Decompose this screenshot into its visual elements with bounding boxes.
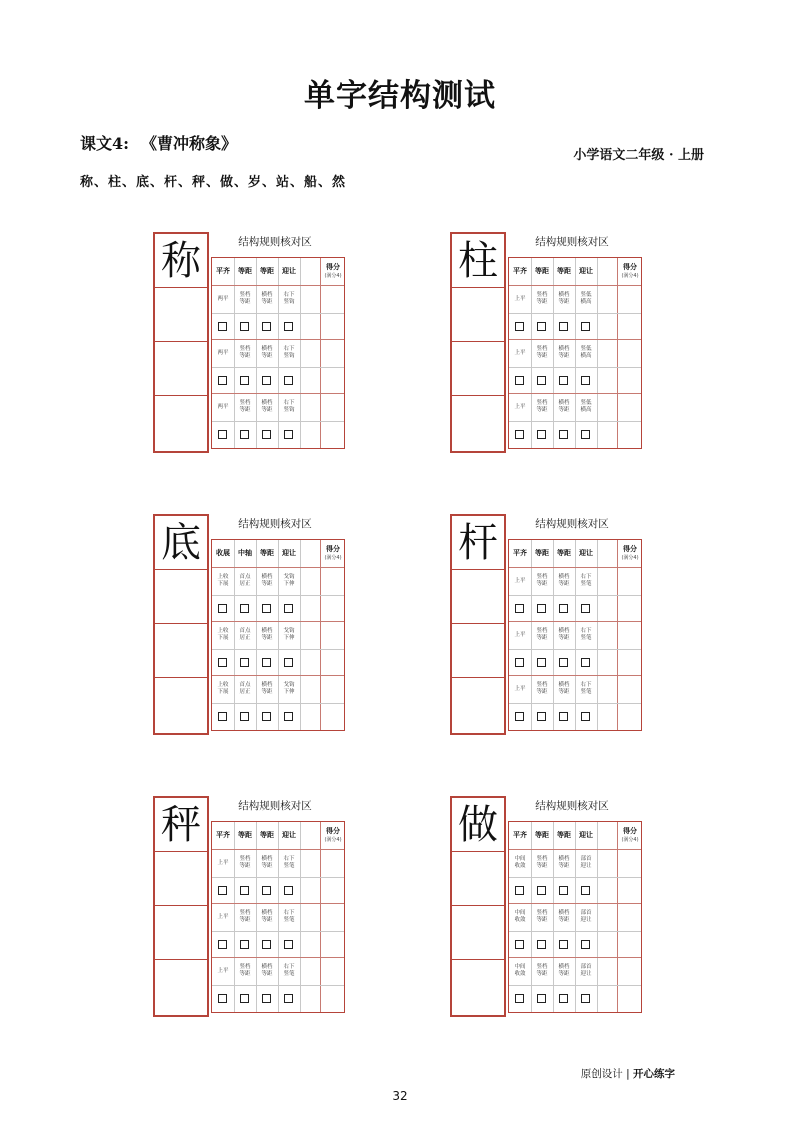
rule-text: 首点 居正 — [239, 574, 251, 587]
rule-text: 两平 — [217, 350, 229, 356]
model-character-cell — [452, 516, 504, 570]
check-box[interactable] — [581, 604, 590, 613]
score-note: (满分4) — [621, 837, 639, 843]
practice-cell[interactable] — [452, 342, 504, 396]
rule-text: 右下 竖钩 — [283, 400, 295, 413]
rule-text: 横档 等距 — [558, 574, 570, 587]
rule-text: 横档 等距 — [261, 910, 273, 923]
check-box[interactable] — [240, 658, 249, 667]
model-character: 秤 — [161, 802, 201, 848]
practice-cell[interactable] — [155, 960, 207, 1014]
check-box[interactable] — [537, 940, 546, 949]
practice-block — [153, 232, 349, 453]
practice-cell[interactable] — [452, 852, 504, 906]
rule-text: 竖档 等距 — [536, 910, 548, 923]
rule-text: 横档 等距 — [558, 346, 570, 359]
rule-text: 上平 — [514, 296, 526, 302]
check-box[interactable] — [262, 658, 271, 667]
rule-text: 竖档 等距 — [239, 964, 251, 977]
check-box[interactable] — [284, 322, 293, 331]
score-note: (满分4) — [324, 837, 342, 843]
check-box[interactable] — [262, 376, 271, 385]
check-panel — [211, 539, 345, 731]
model-character: 底 — [161, 520, 201, 566]
check-box[interactable] — [218, 376, 227, 385]
rule-text: 竖档 等距 — [536, 682, 548, 695]
score-label: 得分 — [623, 545, 637, 553]
check-box[interactable] — [559, 376, 568, 385]
check-zone-title: 结构规则核对区 — [238, 236, 312, 248]
rule-text: 戈钩 下伸 — [283, 628, 295, 641]
lesson-label: 课文4: — [80, 134, 130, 153]
writing-column — [450, 232, 506, 453]
rule-text: 竖低 横高 — [580, 400, 592, 413]
rule-headers — [212, 258, 300, 286]
rule-text: 横档 等距 — [558, 682, 570, 695]
check-box[interactable] — [515, 376, 524, 385]
character-list: 称、柱、底、杆、秤、做、岁、站、船、然 — [80, 175, 347, 190]
rule-text: 横档 等距 — [558, 400, 570, 413]
rule-text: 上平 — [514, 632, 526, 638]
rule-text: 竖档 等距 — [536, 964, 548, 977]
check-box[interactable] — [559, 940, 568, 949]
model-character: 杆 — [458, 520, 498, 566]
check-zone-title: 结构规则核对区 — [238, 800, 312, 812]
rule-header: 收展 — [216, 549, 230, 557]
practice-cell[interactable] — [155, 624, 207, 678]
check-box[interactable] — [559, 994, 568, 1003]
rule-text: 右下 竖笔 — [580, 574, 592, 587]
rule-text: 上平 — [514, 350, 526, 356]
check-box[interactable] — [581, 376, 590, 385]
lesson-name: 《曹冲称象》 — [141, 134, 238, 153]
rule-header: 等距 — [260, 549, 274, 557]
check-box[interactable] — [262, 886, 271, 895]
check-box[interactable] — [537, 658, 546, 667]
check-box[interactable] — [559, 322, 568, 331]
rule-headers — [212, 822, 300, 850]
rule-text: 横档 等距 — [558, 292, 570, 305]
rule-text: 部首 迎让 — [580, 910, 592, 923]
rule-header: 平齐 — [513, 267, 527, 275]
check-box[interactable] — [284, 940, 293, 949]
score-field[interactable] — [322, 852, 344, 1010]
check-box[interactable] — [581, 940, 590, 949]
check-box[interactable] — [284, 604, 293, 613]
check-box[interactable] — [581, 322, 590, 331]
rule-text: 横档 等距 — [261, 964, 273, 977]
check-box[interactable] — [537, 994, 546, 1003]
rule-text: 横档 等距 — [261, 856, 273, 869]
writing-column — [450, 514, 506, 735]
rule-header: 迎让 — [579, 267, 593, 275]
rule-text: 横档 等距 — [261, 346, 273, 359]
check-box[interactable] — [218, 940, 227, 949]
check-box[interactable] — [218, 322, 227, 331]
rule-text: 横档 等距 — [558, 856, 570, 869]
score-header — [320, 826, 346, 843]
rule-text: 竖低 横高 — [580, 292, 592, 305]
check-box[interactable] — [284, 430, 293, 439]
check-box[interactable] — [240, 604, 249, 613]
rule-text: 横档 等距 — [261, 628, 273, 641]
score-header — [320, 544, 346, 561]
rule-text: 右下 竖笔 — [283, 964, 295, 977]
rule-text: 横档 等距 — [558, 628, 570, 641]
rule-text: 上平 — [217, 860, 229, 866]
score-field[interactable] — [619, 570, 641, 728]
check-box[interactable] — [284, 658, 293, 667]
check-box[interactable] — [537, 430, 546, 439]
check-box[interactable] — [262, 712, 271, 721]
check-box[interactable] — [218, 712, 227, 721]
check-box[interactable] — [262, 604, 271, 613]
practice-cell[interactable] — [155, 570, 207, 624]
check-box[interactable] — [559, 886, 568, 895]
rule-text: 竖档 等距 — [536, 400, 548, 413]
score-header — [320, 262, 346, 279]
rule-text: 右下 竖笔 — [580, 682, 592, 695]
check-panel — [508, 257, 642, 449]
practice-cell[interactable] — [452, 624, 504, 678]
rule-header: 平齐 — [513, 549, 527, 557]
rule-text: 竖低 横高 — [580, 346, 592, 359]
rule-header: 等距 — [557, 549, 571, 557]
practice-cell[interactable] — [155, 852, 207, 906]
rule-header: 迎让 — [282, 831, 296, 839]
rule-headers — [212, 540, 300, 568]
rule-headers — [509, 822, 597, 850]
practice-cell[interactable] — [452, 570, 504, 624]
footer-credit: 原创设计 | 开心练字 — [580, 1068, 675, 1080]
practice-cell[interactable] — [452, 678, 504, 732]
check-box[interactable] — [537, 604, 546, 613]
rule-text: 竖档 等距 — [536, 346, 548, 359]
check-box[interactable] — [218, 430, 227, 439]
rule-header: 平齐 — [216, 831, 230, 839]
rule-text: 部首 迎让 — [580, 964, 592, 977]
rule-text: 右下 竖笔 — [283, 910, 295, 923]
writing-column — [450, 796, 506, 1017]
score-note: (满分4) — [621, 273, 639, 279]
rule-text: 横档 等距 — [261, 682, 273, 695]
practice-cell[interactable] — [155, 288, 207, 342]
rule-text: 首点 居正 — [239, 628, 251, 641]
grade-label: 小学语文二年级 · 上册 — [573, 148, 704, 163]
model-character-cell — [452, 234, 504, 288]
check-box[interactable] — [240, 376, 249, 385]
rule-text: 戈钩 下伸 — [283, 682, 295, 695]
practice-block — [450, 796, 646, 1017]
rule-text: 戈钩 下伸 — [283, 574, 295, 587]
rule-text: 中间 收敛 — [514, 964, 526, 977]
check-box[interactable] — [262, 322, 271, 331]
score-field[interactable] — [322, 570, 344, 728]
rule-text: 右下 竖钩 — [283, 292, 295, 305]
lesson-heading — [80, 131, 237, 154]
score-note: (满分4) — [621, 555, 639, 561]
writing-column — [153, 232, 209, 453]
check-box[interactable] — [262, 430, 271, 439]
rule-text: 两平 — [217, 404, 229, 410]
check-box[interactable] — [559, 658, 568, 667]
check-box[interactable] — [581, 430, 590, 439]
check-box[interactable] — [240, 940, 249, 949]
model-character: 做 — [458, 802, 498, 848]
check-box[interactable] — [240, 712, 249, 721]
check-box[interactable] — [559, 604, 568, 613]
rule-text: 竖档 等距 — [239, 910, 251, 923]
rule-header: 迎让 — [282, 267, 296, 275]
model-character-cell — [155, 798, 207, 852]
page-number: 32 — [392, 1089, 408, 1103]
practice-cell[interactable] — [155, 342, 207, 396]
check-box[interactable] — [515, 940, 524, 949]
rule-text: 上平 — [514, 686, 526, 692]
check-panel — [211, 257, 345, 449]
rule-text: 竖档 等距 — [239, 400, 251, 413]
rule-header: 等距 — [238, 267, 252, 275]
check-box[interactable] — [284, 712, 293, 721]
check-zone-title: 结构规则核对区 — [238, 518, 312, 530]
rule-text: 右下 竖笔 — [580, 628, 592, 641]
check-box[interactable] — [559, 712, 568, 721]
score-label: 得分 — [326, 263, 340, 271]
practice-block — [450, 232, 646, 453]
check-box[interactable] — [515, 604, 524, 613]
rule-header: 迎让 — [579, 549, 593, 557]
score-header — [617, 262, 643, 279]
score-field[interactable] — [322, 288, 344, 446]
rule-header: 等距 — [557, 267, 571, 275]
page-title: 单字结构测试 — [304, 78, 496, 114]
practice-cell[interactable] — [452, 960, 504, 1014]
check-box[interactable] — [262, 994, 271, 1003]
rule-text: 竖档 等距 — [536, 574, 548, 587]
model-character-cell — [155, 234, 207, 288]
practice-block — [153, 514, 349, 735]
score-note: (满分4) — [324, 273, 342, 279]
check-zone-title: 结构规则核对区 — [535, 800, 609, 812]
check-box[interactable] — [515, 994, 524, 1003]
check-box[interactable] — [515, 658, 524, 667]
rule-text: 上收 下展 — [217, 628, 229, 641]
check-panel — [211, 821, 345, 1013]
rule-text: 上平 — [514, 578, 526, 584]
rule-header: 等距 — [238, 831, 252, 839]
check-panel — [508, 539, 642, 731]
rule-text: 竖档 等距 — [536, 856, 548, 869]
check-box[interactable] — [559, 430, 568, 439]
rule-text: 横档 等距 — [261, 292, 273, 305]
check-box[interactable] — [515, 886, 524, 895]
rule-text: 竖档 等距 — [239, 292, 251, 305]
check-box[interactable] — [284, 994, 293, 1003]
check-box[interactable] — [218, 658, 227, 667]
model-character: 称 — [161, 238, 201, 284]
score-label: 得分 — [326, 827, 340, 835]
rule-text: 两平 — [217, 296, 229, 302]
rule-text: 右下 竖笔 — [283, 856, 295, 869]
rule-header: 等距 — [535, 831, 549, 839]
practice-block — [450, 514, 646, 735]
rule-header: 平齐 — [513, 831, 527, 839]
practice-cell[interactable] — [452, 288, 504, 342]
check-zone-title: 结构规则核对区 — [535, 518, 609, 530]
check-box[interactable] — [537, 322, 546, 331]
rule-text: 横档 等距 — [261, 400, 273, 413]
rule-header: 中轴 — [238, 549, 252, 557]
footer-left: 原创设计 — [580, 1068, 623, 1080]
rule-text: 中间 收敛 — [514, 910, 526, 923]
check-box[interactable] — [240, 994, 249, 1003]
check-box[interactable] — [284, 886, 293, 895]
check-box[interactable] — [218, 994, 227, 1003]
writing-column — [153, 796, 209, 1017]
rule-text: 上收 下展 — [217, 682, 229, 695]
check-box[interactable] — [240, 430, 249, 439]
score-label: 得分 — [623, 263, 637, 271]
score-note: (满分4) — [324, 555, 342, 561]
rule-header: 等距 — [557, 831, 571, 839]
check-box[interactable] — [581, 712, 590, 721]
check-box[interactable] — [537, 886, 546, 895]
rule-header: 等距 — [260, 831, 274, 839]
rule-text: 横档 等距 — [558, 910, 570, 923]
rule-text: 右下 竖钩 — [283, 346, 295, 359]
check-box[interactable] — [537, 376, 546, 385]
check-box[interactable] — [262, 940, 271, 949]
check-zone-title: 结构规则核对区 — [535, 236, 609, 248]
check-panel — [508, 821, 642, 1013]
check-box[interactable] — [515, 712, 524, 721]
rule-text: 竖档 等距 — [239, 346, 251, 359]
check-box[interactable] — [537, 712, 546, 721]
writing-column — [153, 514, 209, 735]
practice-cell[interactable] — [452, 396, 504, 450]
rule-header: 等距 — [535, 549, 549, 557]
check-box[interactable] — [218, 604, 227, 613]
check-box[interactable] — [581, 658, 590, 667]
model-character-cell — [452, 798, 504, 852]
rule-text: 竖档 等距 — [536, 292, 548, 305]
rule-text: 上平 — [514, 404, 526, 410]
footer-right: 开心练字 — [633, 1068, 675, 1080]
rule-text: 首点 居正 — [239, 682, 251, 695]
rule-header: 等距 — [535, 267, 549, 275]
rule-text: 上平 — [217, 968, 229, 974]
rule-text: 竖档 等距 — [536, 628, 548, 641]
practice-cell[interactable] — [155, 906, 207, 960]
score-header — [617, 826, 643, 843]
score-field[interactable] — [619, 288, 641, 446]
rule-text: 横档 等距 — [558, 964, 570, 977]
check-box[interactable] — [581, 994, 590, 1003]
practice-cell[interactable] — [155, 678, 207, 732]
practice-cell[interactable] — [155, 396, 207, 450]
rule-text: 上平 — [217, 914, 229, 920]
rule-text: 上收 下展 — [217, 574, 229, 587]
check-box[interactable] — [581, 886, 590, 895]
model-character: 柱 — [458, 238, 498, 284]
check-box[interactable] — [240, 322, 249, 331]
rule-header: 迎让 — [282, 549, 296, 557]
score-header — [617, 544, 643, 561]
check-box[interactable] — [515, 322, 524, 331]
rule-header: 平齐 — [216, 267, 230, 275]
practice-cell[interactable] — [452, 906, 504, 960]
score-label: 得分 — [326, 545, 340, 553]
check-box[interactable] — [218, 886, 227, 895]
rule-text: 竖档 等距 — [239, 856, 251, 869]
rule-header: 迎让 — [579, 831, 593, 839]
rule-text: 横档 等距 — [261, 574, 273, 587]
model-character-cell — [155, 516, 207, 570]
score-field[interactable] — [619, 852, 641, 1010]
check-box[interactable] — [515, 430, 524, 439]
practice-block — [153, 796, 349, 1017]
rule-header: 等距 — [260, 267, 274, 275]
rule-headers — [509, 540, 597, 568]
score-label: 得分 — [623, 827, 637, 835]
check-box[interactable] — [240, 886, 249, 895]
rule-headers — [509, 258, 597, 286]
check-box[interactable] — [284, 376, 293, 385]
rule-text: 部首 迎让 — [580, 856, 592, 869]
rule-text: 中间 收敛 — [514, 856, 526, 869]
